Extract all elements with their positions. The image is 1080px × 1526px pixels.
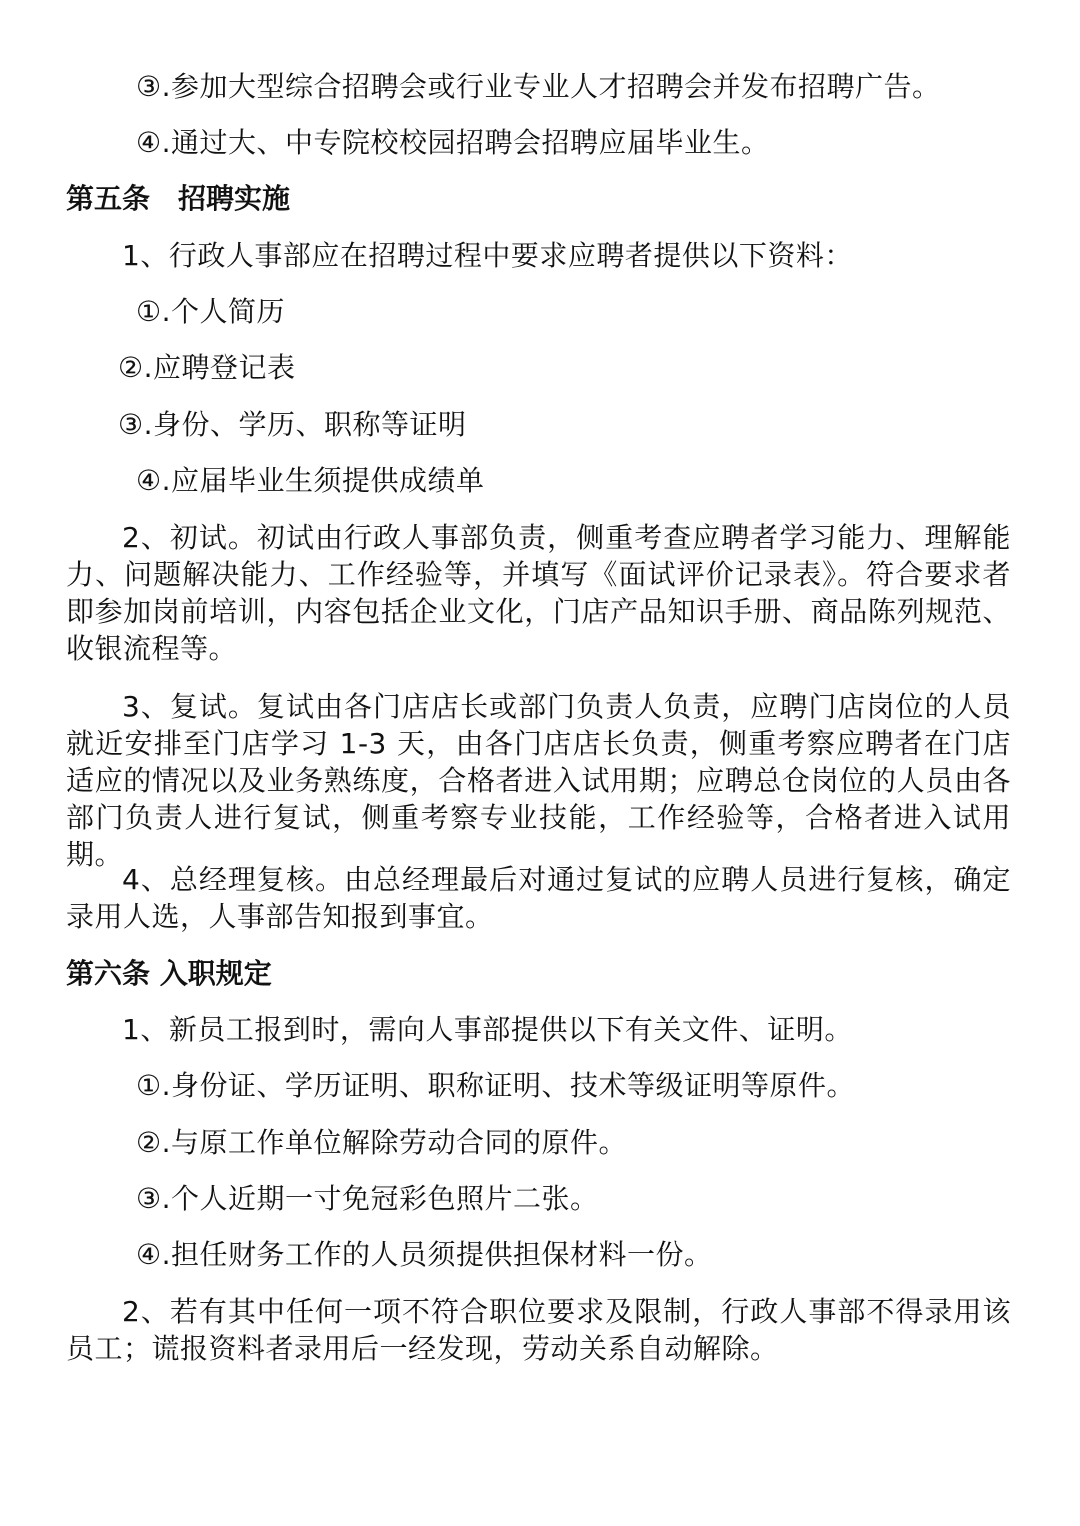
list-item: ③.身份、学历、职称等证明 xyxy=(118,408,467,441)
list-item: ④.担任财务工作的人员须提供担保材料一份。 xyxy=(136,1238,713,1271)
section6-intro: 1、新员工报到时，需向人事部提供以下有关文件、证明。 xyxy=(122,1013,853,1046)
section6-paragraph-2: 2、若有其中任何一项不符合职位要求及限制，行政人事部不得录用该员工；谎报资料者录用后一经发现，劳动关系自动解除。 xyxy=(66,1295,1011,1365)
list-item: ①.个人简历 xyxy=(136,295,286,328)
section5-paragraph-4: 4、总经理复核。由总经理最后对通过复试的应聘人员进行复核，确定录用人选，人事部告知报到事宜。 xyxy=(66,863,1011,933)
list-item: ③.参加大型综合招聘会或行业专业人才招聘会并发布招聘广告。 xyxy=(136,70,941,103)
list-item: ②.与原工作单位解除劳动合同的原件。 xyxy=(136,1126,628,1159)
list-item: ①.身份证、学历证明、职称证明、技术等级证明等原件。 xyxy=(136,1069,856,1102)
section5-intro: 1、行政人事部应在招聘过程中要求应聘者提供以下资料： xyxy=(122,239,853,272)
section-heading-5: 第五条 招聘实施 xyxy=(66,182,291,215)
section5-paragraph-2: 2、初试。初试由行政人事部负责，侧重考查应聘者学习能力、理解能力、问题解决能力、工作经验等，并填写《面试评价记录表》。符合要求者即参加岗前培训，内容包括企业文化，门店产品知识手册、商品陈列规范、收银流程等。 xyxy=(66,521,1011,665)
list-item: ②.应聘登记表 xyxy=(118,351,296,384)
section5-paragraph-3: 3、复试。复试由各门店店长或部门负责人负责，应聘门店岗位的人员就近安排至门店学习 1-3 天，由各门店店长负责，侧重考察应聘者在门店适应的情况以及业务熟练度，合格者进入试用期；应聘总仓岗位的人员由各部门负责人进行复试，侧重考察专业技能，工作经验等，合格者进入试用期。 xyxy=(66,690,1011,871)
list-item: ④.通过大、中专院校校园招聘会招聘应届毕业生。 xyxy=(136,126,770,159)
list-item: ③.个人近期一寸免冠彩色照片二张。 xyxy=(136,1182,599,1215)
section-heading-6: 第六条 入职规定 xyxy=(66,957,272,990)
list-item: ④.应届毕业生须提供成绩单 xyxy=(136,464,485,497)
